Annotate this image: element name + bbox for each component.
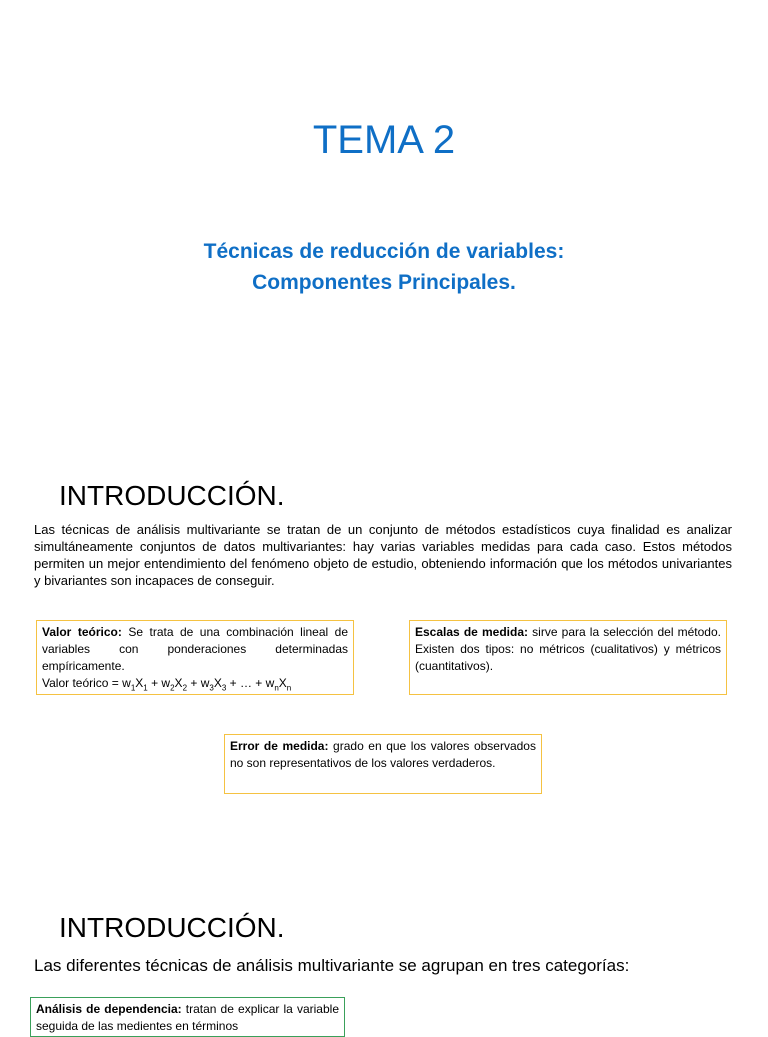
formula-term: + w: [147, 676, 171, 690]
formula-term: X: [278, 676, 287, 690]
dependencia-definition: tratan de explicar la variable seguida de las medientes en términos: [36, 1002, 339, 1033]
formula-label: Valor teórico =: [42, 676, 123, 690]
error-term: Error de medida:: [230, 739, 329, 753]
formula-term: w: [122, 676, 131, 690]
valor-teorico-formula: [42, 676, 292, 693]
valor-teorico-definition: Se trata de una combinación lineal de variables con ponderaciones determinadas empíricamente.: [42, 625, 349, 673]
intro-paragraph: Las técnicas de análisis multivariante se tratan de un conjunto de métodos estadísticos cuya finalidad es analizar simultáneamente conjuntos de datos multivariantes: hay varias variables medidas para cada caso. Estos métodos permiten un mejor entendimiento del fenómeno objeto de estudio, obteniendo información que los métodos univariantes y bivariantes son incapaces de conseguir.: [34, 522, 732, 588]
formula-term: X: [174, 676, 183, 690]
section-heading-introduccion-2: INTRODUCCIÓN.: [59, 912, 285, 943]
escalas-term: Escalas de medida:: [415, 625, 529, 639]
subtitle-line-1: Técnicas de reducción de variables:: [203, 240, 565, 263]
slide-subtitle: [0, 236, 768, 298]
formula-term: + … + w: [226, 676, 275, 690]
escalas-definition: sirve para la selección del método. Existen dos tipos: no métricos (cualitativos) y métricos (cuantitativos).: [415, 625, 721, 673]
formula-term: + w: [187, 676, 210, 690]
dependencia-term: Análisis de dependencia:: [36, 1002, 182, 1016]
formula-subscript: 1: [130, 683, 136, 693]
error-definition: grado en que los valores observados no son representativos de los valores verdaderos.: [230, 739, 536, 770]
escalas-medida-box: [409, 620, 727, 695]
formula-subscript: 2: [170, 683, 175, 693]
analisis-dependencia-box: [30, 997, 345, 1037]
formula-subscript: 1: [143, 683, 148, 693]
formula-subscript: 2: [182, 683, 188, 693]
formula-subscript: 3: [209, 683, 214, 693]
section-heading-introduccion: INTRODUCCIÓN.: [59, 480, 285, 511]
slide-title: TEMA 2: [312, 118, 456, 162]
valor-teorico-term: Valor teórico:: [42, 625, 122, 639]
formula-term: X: [135, 676, 144, 690]
formula-subscript: n: [286, 683, 292, 693]
formula-subscript: n: [274, 683, 279, 693]
error-medida-box: [224, 734, 542, 794]
formula-term: X: [213, 676, 222, 690]
valor-teorico-box: [36, 620, 354, 695]
categories-paragraph: Las diferentes técnicas de análisis multivariante se agrupan en tres categorías:: [34, 956, 630, 975]
subtitle-line-2: Componentes Principales.: [252, 271, 516, 294]
formula-subscript: 3: [221, 683, 227, 693]
